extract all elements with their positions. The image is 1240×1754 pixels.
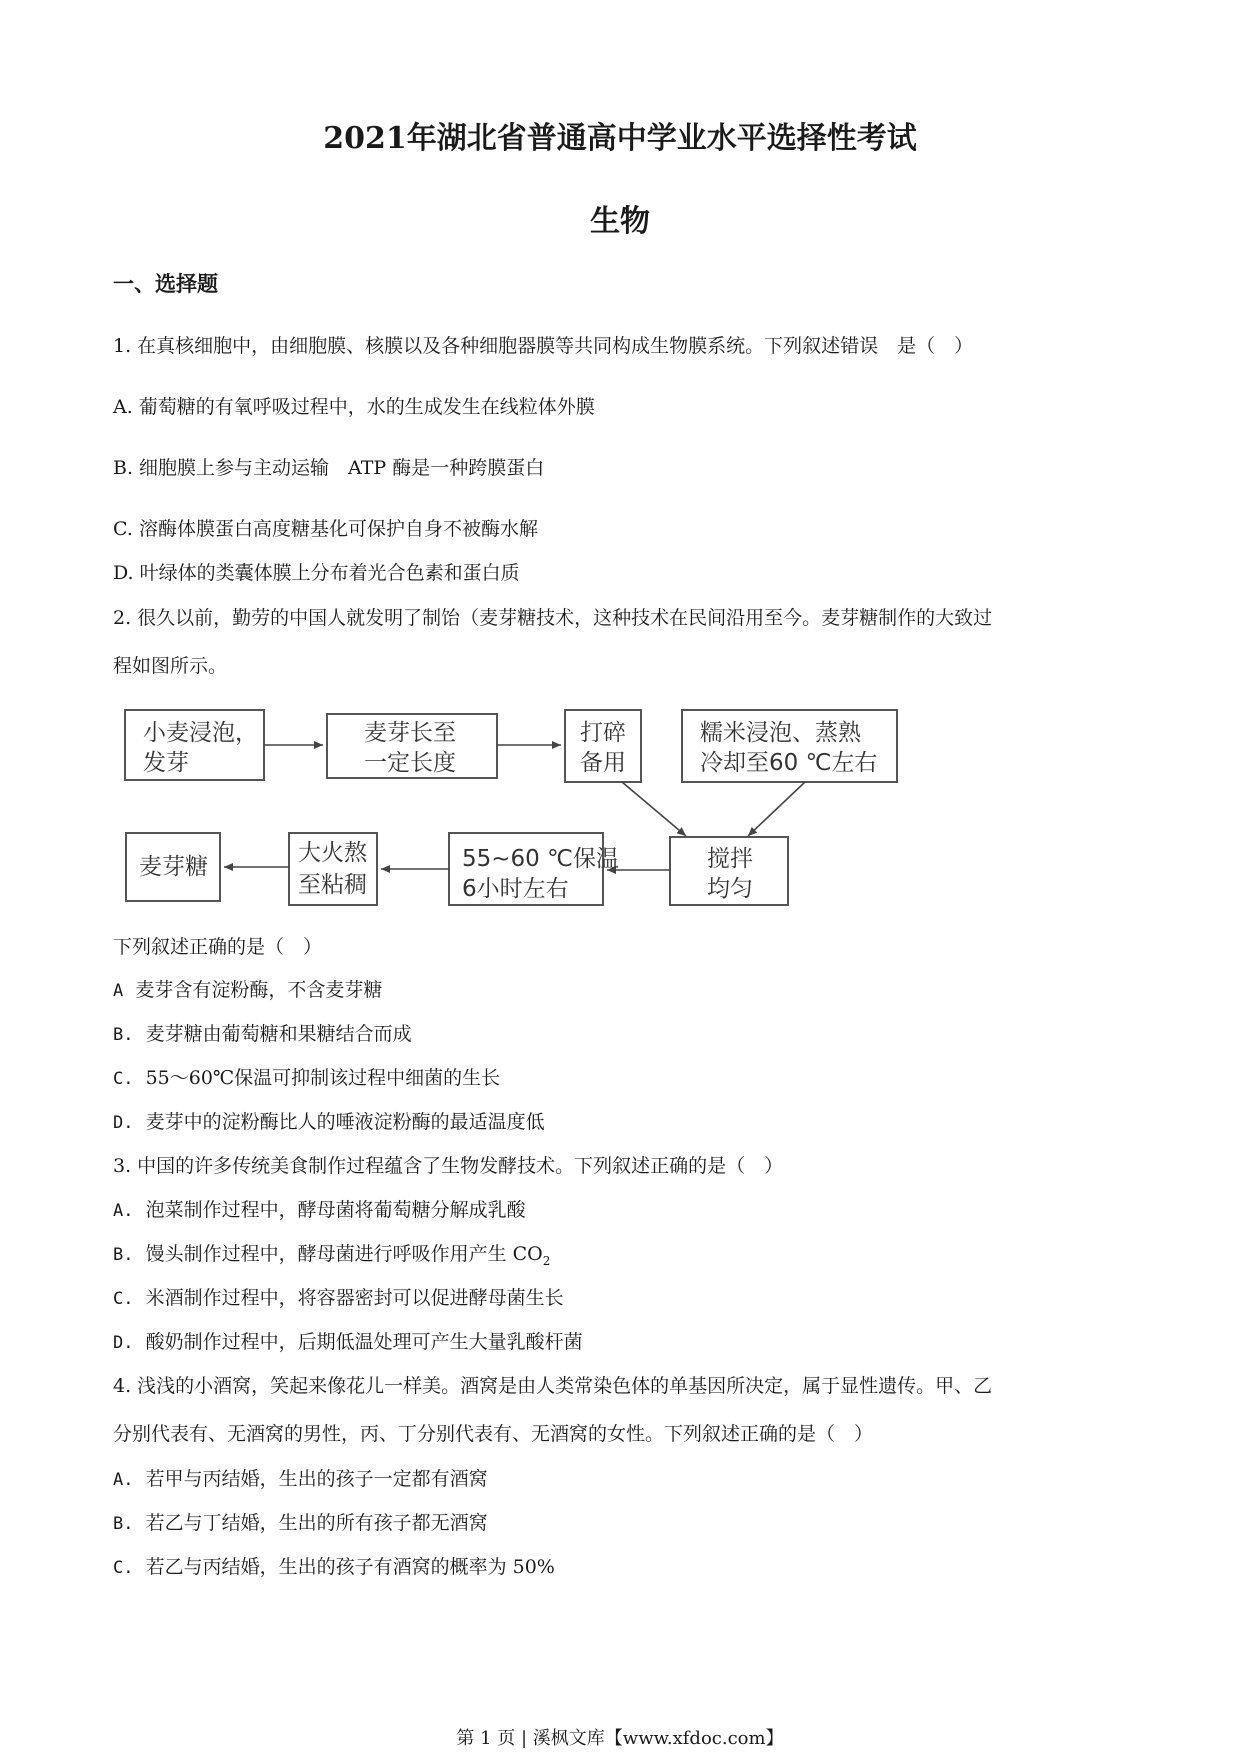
box1-line2: 发芽 (143, 750, 189, 776)
box8-line1: 麦芽糖 (139, 854, 208, 880)
q3-option-d: D. 酸奶制作过程中，后期低温处理可产生大量乳酸杆菌 (113, 1331, 583, 1353)
q4-option-c: C. 若乙与丙结婚，生出的孩子有酒窝的概率为 50% (113, 1556, 555, 1578)
box3-line1: 打碎 (580, 720, 626, 746)
q2-option-a: A 麦芽含有淀粉酶，不含麦芽糖 (113, 979, 383, 1001)
q2-stem-line2: 程如图所示。 (113, 655, 228, 677)
box2-line1: 麦芽长至 (364, 720, 456, 746)
box4-line2: 冷却至60 ℃左右 (700, 750, 878, 776)
q1-option-a: A. 葡萄糖的有氧呼吸过程中，水的生成发生在线粒体外膜 (113, 396, 595, 418)
box3-line2: 备用 (580, 750, 626, 776)
q2-prompt: 下列叙述正确的是（ ） (113, 936, 323, 958)
subject-title: 生物 (590, 204, 650, 239)
section-heading: 一、选择题 (113, 271, 218, 296)
arrow-4-5 (748, 782, 805, 836)
q4-stem-line1: 4. 浅浅的小酒窝，笑起来像花儿一样美。酒窝是由人类常染色体的单基因所决定，属于显性遗传。甲、乙 (113, 1375, 993, 1397)
box7-line2: 至粘稠 (298, 872, 367, 898)
page-footer: 第 1 页 | 溪枫文库【www.xfdoc.com】 (456, 1728, 784, 1749)
q4-option-b: B. 若乙与丁结婚，生出的所有孩子都无酒窝 (113, 1512, 488, 1534)
box6-line2: 6小时左右 (462, 876, 569, 902)
box4-line1: 糯米浸泡、蒸熟 (700, 720, 861, 746)
q4-stem-line2: 分别代表有、无酒窝的男性，丙、丁分别代表有、无酒窝的女性。下列叙述正确的是（ ） (113, 1423, 874, 1445)
box7-line1: 大火熬 (298, 840, 367, 866)
q1-stem: 1. 在真核细胞中，由细胞膜、核膜以及各种细胞器膜等共同构成生物膜系统。下列叙述错误 是（ ） (113, 335, 974, 357)
box6-line1: 55~60 ℃保温 (462, 846, 619, 872)
arrow-3-5 (622, 782, 686, 836)
q3-option-a: A. 泡菜制作过程中，酵母菌将葡萄糖分解成乳酸 (113, 1199, 526, 1221)
box5-line1: 搅拌 (707, 846, 753, 872)
q1-option-c: C. 溶酶体膜蛋白高度糖基化可保护自身不被酶水解 (113, 518, 538, 540)
q2-stem-line1: 2. 很久以前，勤劳的中国人就发明了制饴（麦芽糖技术，这种技术在民间沿用至今。麦芽糖制作的大致过 (113, 607, 993, 629)
q3-option-c: C. 米酒制作过程中，将容器密封可以促进酵母菌生长 (113, 1287, 564, 1309)
q1-option-b: B. 细胞膜上参与主动运输 ATP 酶是一种跨膜蛋白 (113, 457, 545, 479)
q3-stem: 3. 中国的许多传统美食制作过程蕴含了生物发酵技术。下列叙述正确的是（ ） (113, 1155, 784, 1177)
exam-title: 2021年湖北省普通高中学业水平选择性考试 (323, 121, 917, 156)
q4-option-a: A. 若甲与丙结婚，生出的孩子一定都有酒窝 (113, 1468, 488, 1490)
q1-option-d: D. 叶绿体的类囊体膜上分布着光合色素和蛋白质 (113, 562, 520, 584)
q2-option-c: C. 55～60℃保温可抑制该过程中细菌的生长 (113, 1067, 501, 1089)
box2-line2: 一定长度 (364, 750, 456, 776)
q2-option-d: D. 麦芽中的淀粉酶比人的唾液淀粉酶的最适温度低 (113, 1111, 545, 1133)
q2-option-b: B. 麦芽糖由葡萄糖和果糖结合而成 (113, 1023, 412, 1045)
q3-option-b: B. 馒头制作过程中，酵母菌进行呼吸作用产生 $CO_2$ (113, 1243, 551, 1268)
box5-line2: 均匀 (707, 876, 753, 902)
box1-line1: 小麦浸泡， (143, 720, 258, 746)
